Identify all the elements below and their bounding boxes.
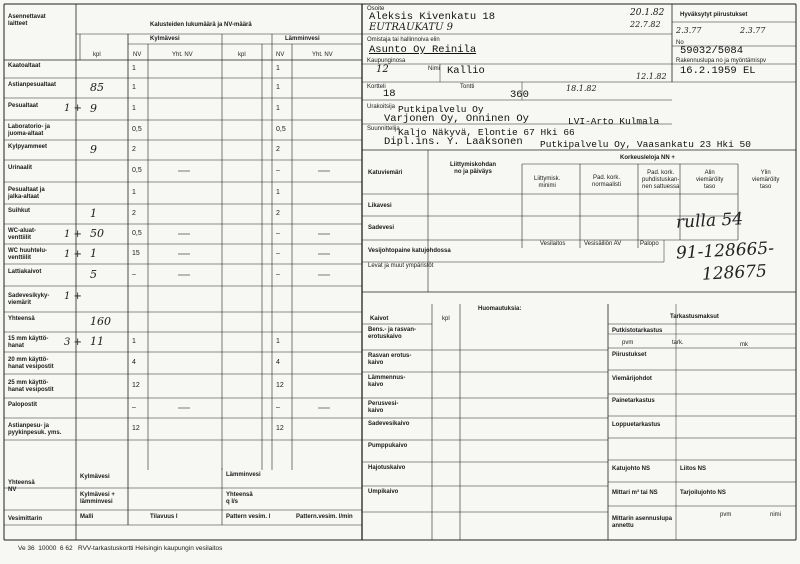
row-label: Palopostit — [8, 402, 38, 408]
row-count: 9 — [90, 102, 97, 115]
district-value: Kallio — [447, 65, 485, 77]
branch-dirty: Likavesi — [368, 203, 392, 209]
row-label: Lattiakaivot — [8, 269, 42, 275]
date2: 12.1.82 — [636, 72, 667, 81]
branch-vesilaitos: Vesilaitos — [540, 241, 566, 247]
wells-inspections: Tarkastusmaksut — [670, 314, 719, 320]
insp-serve: Tarjoilujohto NS — [680, 490, 726, 496]
wells-remarks: Huomautuksia: — [478, 306, 522, 312]
row-label: 15 mm käyttö- hanat — [8, 336, 49, 349]
insp-pvm2: pvm — [720, 512, 732, 518]
handwritten-number2: 128675 — [701, 261, 768, 285]
insp-piping: Putkistotarkastus — [612, 328, 663, 334]
street-label: Osoite — [367, 6, 385, 12]
insp-mk: mk — [740, 342, 748, 348]
insp-sewer: Viemärijohdot — [612, 376, 652, 382]
row-label: Pesualtaat ja jalka-altaat — [8, 187, 45, 200]
insp-name: nimi — [770, 512, 782, 518]
insp-drawings: Piirustukset — [612, 352, 647, 358]
district-label: Kaupunginosa — [367, 58, 406, 64]
well-item: Pumppukaivo — [368, 443, 408, 449]
branch-palopo: Palopo — [640, 241, 659, 247]
meter-volume: Tilavuus l — [150, 514, 178, 520]
meter-pattern: Pattern vesim. l — [226, 514, 271, 520]
handwritten-number1: 91-128665- — [675, 238, 775, 264]
plot-value: 360 — [510, 89, 529, 101]
header-nv-hot: NV — [276, 52, 285, 58]
totals-cold: Kylmävesi — [80, 474, 110, 480]
insp-conn: Liitos NS — [680, 466, 707, 472]
row-cold-nv: 0,5 — [132, 230, 142, 237]
footer-text: Ve 36 10000 6 62 RVV-tarkastuskortti Helsingin kaupungin vesilaitos — [18, 545, 223, 552]
branch-alin: Alin viemäröity taso — [696, 170, 724, 190]
approval-label: Hyväksytyt piirustukset — [680, 12, 748, 18]
approval-date-pre: 2.3.77 — [676, 26, 702, 35]
header-hot: Lämminvesi — [285, 36, 320, 42]
row-label: 25 mm käyttö- hanat vesipostit — [8, 380, 54, 393]
row-hot-nv: 1 — [276, 105, 280, 112]
insp-pvm: pvm — [622, 340, 634, 346]
header-total-nv: Yht. NV — [172, 52, 193, 58]
row-count: 11 — [90, 335, 104, 348]
branch-col1: Katuviemäri — [368, 170, 403, 176]
row-count: 85 — [90, 81, 104, 94]
row-cold-nv: 12 — [132, 382, 140, 389]
branch-levels: Levat ja muut ympäristöt — [368, 263, 434, 269]
permit-date-label: Rakennuslupa no ja myöntämispv — [676, 58, 767, 64]
branch-padk: Pad. kork. normaalisti — [592, 175, 622, 188]
branch-liitt: Liittymisk. minimi — [534, 176, 561, 189]
row-hot-nv: 2 — [276, 146, 280, 153]
contractor-label: Urakoitsija — [367, 104, 396, 110]
row-label: Sadevesikyky- viemärit — [8, 293, 50, 306]
date1b: 22.7.82 — [630, 20, 661, 29]
row-label: WC huuhtelu- venttiilit — [8, 248, 47, 261]
row-hot-nv: 1 — [276, 338, 280, 345]
owner-value: Asunto Oy Reinila — [369, 44, 477, 56]
meter-label: Vesimittarin — [8, 516, 43, 522]
well-item: Rasvan erotus- kaivo — [368, 353, 412, 366]
branch-rain: Sadevesi — [368, 225, 395, 231]
owner-label: Omistaja tai hallinnoiva elin — [367, 37, 440, 43]
row-label: Suihkut — [8, 208, 30, 214]
insp-install: Mittarin asennuslupa annettu — [612, 516, 673, 529]
margin-mark: 1 + — [64, 249, 82, 260]
insp-final: Loppuetarkastus — [612, 422, 661, 428]
insp-street: Katujohto NS — [612, 466, 650, 472]
block-label: Kortteli — [367, 84, 386, 90]
well-item: Lämmennus- kaivo — [368, 375, 406, 388]
row-cold-nv: 2 — [132, 210, 136, 217]
designer-label: Suunnittelija — [367, 126, 400, 132]
row-cold-nv: – — [132, 404, 136, 411]
designer-value: Kaljo Näkyvä, Elontie 67 Hki 66 — [398, 127, 575, 138]
contractor2: Varjonen Oy, Onninen Oy — [384, 113, 529, 125]
branch-padk2: Pad. kork. puhdistuskan- nen sattuessa — [642, 170, 680, 190]
date1: 20.1.82 — [630, 8, 665, 18]
row-label: Astianpesu- ja pyykinpesuk. yms. — [8, 423, 62, 436]
margin-mark: 3 + — [64, 337, 82, 348]
row-count: 160 — [90, 315, 111, 328]
row-hot-nv: 1 — [276, 189, 280, 196]
header-kpl-hot: kpl — [238, 52, 246, 58]
designer3: Putkipalvelu Oy, Vaasankatu 23 Hki 50 — [540, 139, 751, 150]
header-fixtures: Asennettavat laitteet — [8, 14, 46, 27]
row-cold-nv: – — [132, 271, 136, 278]
row-hot-nv: – — [276, 250, 280, 257]
insp-tark: tark. — [672, 340, 684, 346]
permit-date: 16.2.1959 EL — [680, 65, 756, 77]
block-value: 18 — [383, 88, 396, 100]
plot-label: Tontti — [460, 84, 475, 90]
branch-col3: Korkeusleloja NN + — [620, 155, 675, 161]
row-cold-nv: 12 — [132, 425, 140, 432]
well-item: Hajotuskaivo — [368, 465, 406, 471]
margin-mark: 1 + — [64, 103, 82, 114]
row-hot-nv: 12 — [276, 382, 284, 389]
totals-cold-hot: Kylmävesi + lämminvesi — [80, 492, 115, 505]
header-nv: NV — [133, 52, 142, 58]
row-hot-nv: 2 — [276, 210, 280, 217]
row-cold-nv: 1 — [132, 84, 136, 91]
row-count: 1 — [90, 247, 97, 260]
header-cold: Kylmävesi — [150, 36, 180, 42]
district-name-label: Nimi — [428, 66, 440, 72]
row-cold-nv: 2 — [132, 146, 136, 153]
row-hot-nv: – — [276, 271, 280, 278]
row-hot-nv: 1 — [276, 65, 280, 72]
date3: 18.1.82 — [566, 84, 597, 93]
row-hot-nv: 4 — [276, 359, 280, 366]
totals-label: Yhteensä NV — [8, 480, 35, 493]
margin-mark: 1 + — [64, 291, 82, 302]
row-hot-nv: – — [276, 404, 280, 411]
row-cold-nv: 1 — [132, 105, 136, 112]
totals-hot: Lämminvesi — [226, 472, 261, 478]
contractor-value: Putkipalvelu Oy — [398, 104, 484, 115]
branch-ylin: Ylin viemäröity taso — [752, 170, 780, 190]
header-total-nv-hot: Yht. NV — [312, 52, 333, 58]
row-cold-nv: 1 — [132, 65, 136, 72]
street-alt: EUTRAUKATU 9 — [369, 22, 453, 33]
row-count: 1 — [90, 207, 97, 220]
row-count: 5 — [90, 268, 97, 281]
contractor3: LVI-Arto Kulmala — [568, 116, 660, 127]
district-no: 12 — [376, 64, 389, 75]
well-item: Perusvesi- kaivo — [368, 401, 399, 414]
row-label: Astianpesualtaat — [8, 82, 57, 88]
row-label: Kylpyammeet — [8, 144, 48, 150]
row-label: Pesualtaat — [8, 103, 39, 109]
row-hot-nv: – — [276, 167, 280, 174]
street-value: Aleksis Kivenkatu 18 — [369, 11, 496, 23]
margin-mark: 1 + — [64, 229, 82, 240]
row-cold-nv: 1 — [132, 189, 136, 196]
row-cold-nv: 15 — [132, 250, 140, 257]
row-hot-nv: 1 — [276, 84, 280, 91]
row-hot-nv: – — [276, 230, 280, 237]
row-label: 20 mm käyttö- hanat vesipostit — [8, 357, 54, 370]
meter-model: Malli — [80, 514, 94, 520]
row-hot-nv: 0,5 — [276, 126, 286, 133]
row-label: Urinaalit — [8, 165, 33, 171]
row-count: 9 — [90, 143, 97, 156]
row-cold-nv: 1 — [132, 338, 136, 345]
row-label: Yhteensä — [8, 316, 35, 322]
designer2: Dipl.ins. Y. Laaksonen — [384, 136, 523, 148]
branch-col2: Liittymiskohdan no ja päiväys — [450, 162, 497, 175]
handwritten-roll: rulla 54 — [675, 209, 744, 233]
header-counts: Kalusteiden lukumäärä ja NV-määrä — [150, 22, 252, 28]
row-cold-nv: 0,5 — [132, 167, 142, 174]
row-count: 50 — [90, 227, 104, 240]
totals-sum: Yhteensä q l/s — [226, 492, 253, 505]
meter-pattern2: Pattern.vesim. l/min — [296, 514, 353, 520]
row-label: WC-aluat- venttiilit — [8, 228, 36, 241]
approval-date: 2.3.77 — [740, 26, 766, 35]
insp-meter: Mittari m³ tai NS — [612, 490, 658, 496]
header-kpl: kpl — [93, 52, 101, 58]
row-label: Laboratorio- ja juoma-altaat — [8, 124, 51, 137]
branch-water: Vesijohtopaine katujohdossa — [368, 248, 451, 254]
row-cold-nv: 0,5 — [132, 126, 142, 133]
insp-pressure: Painetarkastus — [612, 398, 655, 404]
row-cold-nv: 4 — [132, 359, 136, 366]
row-label: Kaatoaltaat — [8, 63, 41, 69]
branch-vesisailio: Vesisäiliön AV — [584, 241, 622, 247]
well-item: Sadevesikaivo — [368, 421, 410, 427]
well-item: Umpikaivo — [368, 489, 399, 495]
permit-label: No — [676, 40, 684, 46]
wells-label: Kaivot — [370, 316, 389, 322]
row-hot-nv: 12 — [276, 425, 284, 432]
permit-value: 59032/5084 — [680, 45, 744, 57]
well-item: Bens.- ja rasvan- erotuskaivo — [368, 327, 417, 340]
wells-kpl: kpl — [442, 316, 450, 322]
